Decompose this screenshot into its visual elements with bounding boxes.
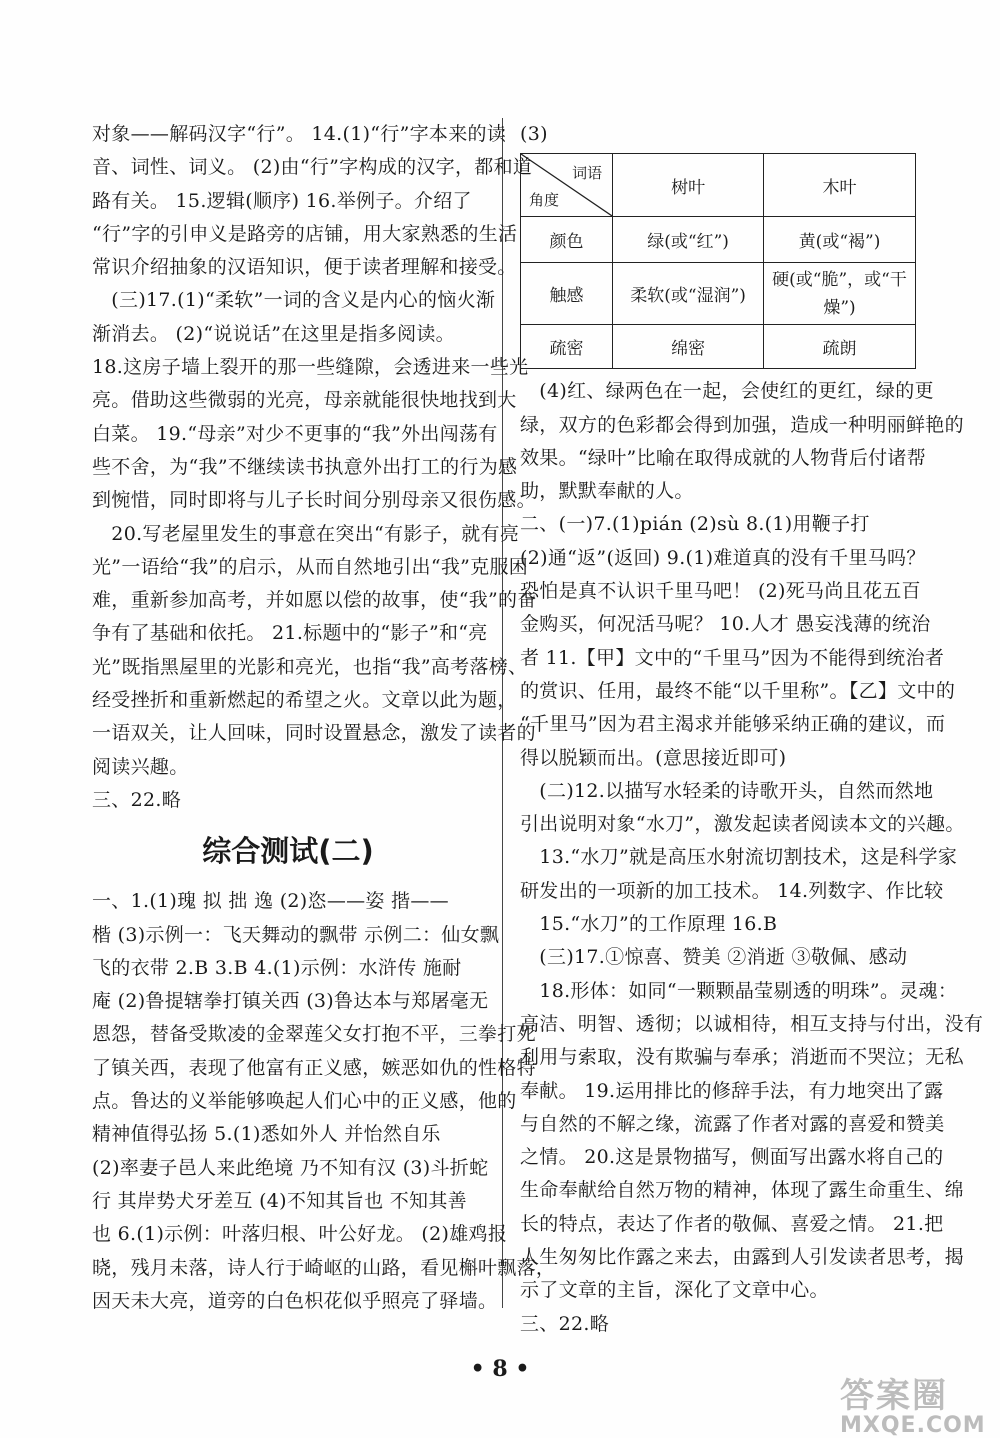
comparison-table <box>520 153 916 369</box>
text-line: 晓，残月未落，诗人行于崎岖的山路，看见槲叶飘落， <box>92 1256 556 1279</box>
row-label: 触感 <box>521 263 613 325</box>
text-line: 亮。借助这些微弱的光亮，母亲就能很快地找到大 <box>92 389 517 412</box>
text-line: 金购买，何况活马呢？ 10.人才 愚妄浅薄的统治 <box>520 613 931 636</box>
table-cell: 疏朗 <box>764 325 916 369</box>
text-line: 三、22.略 <box>520 1312 610 1335</box>
text-line: 13.“水刀”就是高压水射流切割技术，这是科学家 <box>520 846 958 869</box>
column-header: 树叶 <box>613 154 764 217</box>
text-line: 恐怕是真不认识千里马吧！ (2)死马尚且花五百 <box>520 580 921 603</box>
section-title: 综合测试(二) <box>202 834 374 869</box>
page-number: • 8 • <box>470 1356 530 1382</box>
right-answers <box>520 375 984 1341</box>
text-line: 助，默默奉献的人。 <box>520 480 694 503</box>
text-line: 精神值得弘扬 5.(1)悉如外人 并怡然自乐 <box>92 1123 441 1146</box>
text-line: 对象——解码汉字“行”。 14.(1)“行”字本来的读 <box>92 123 507 145</box>
text-line: 光”一语给“我”的启示，从而自然地引出“我”克服困 <box>92 555 529 578</box>
text-line: 18.这房子墙上裂开的那一些缝隙，会透进来一些光 <box>92 356 529 379</box>
header-left-label: 角度 <box>529 191 560 210</box>
header-top-label: 词语 <box>572 164 603 183</box>
text-line: (三)17.①惊喜、赞美 ②消逝 ③敬佩、感动 <box>520 946 908 969</box>
text-line: 到惋惜，同时即将与儿子长时间分别母亲又很伤感。 <box>92 489 536 512</box>
text-line: 路有关。 15.逻辑(顺序) 16.举例子。介绍了 <box>92 189 472 212</box>
text-line: (三)17.(1)“柔软”一词的含义是内心的恼火渐 <box>92 289 496 312</box>
text-line: 示了文章的主旨，深化了文章中心。 <box>520 1279 829 1302</box>
text-line: 之情。 20.这是景物描写，侧面写出露水将自己的 <box>520 1146 944 1169</box>
text-line: (2)率妻子邑人来此绝境 乃不知有汉 (3)斗折蛇 <box>92 1156 489 1179</box>
text-line: 研发出的一项新的加工技术。 14.列数字、作比较 <box>520 879 944 902</box>
text-line: 也 6.(1)示例：叶落归根、叶公好龙。 (2)雄鸡报 <box>92 1223 508 1246</box>
text-line: 效果。“绿叶”比喻在取得成就的人物背后付诸帮 <box>520 446 927 469</box>
table-cell: 绵密 <box>613 325 764 369</box>
watermark-text: 答案圈 <box>840 1376 948 1416</box>
text-line: 了镇关西，表现了他富有正义感，嫉恶如仇的性格特 <box>92 1056 536 1079</box>
text-line: 引出说明对象“水刀”，激发起读者阅读本文的兴趣。 <box>520 813 965 836</box>
text-line: 绿，双方的色彩都会得到加强，造成一种明丽鲜艳的 <box>520 413 964 436</box>
text-line: 15.“水刀”的工作原理 16.B <box>520 913 778 936</box>
text-line: (4)红、绿两色在一起，会使红的更红，绿的更 <box>520 380 934 403</box>
text-line: 高洁、明智、透彻；以诚相待，相互支持与付出，没有 <box>520 1012 984 1035</box>
text-line: 音、词性、词义。 (2)由“行”字构成的汉字，都和道 <box>92 156 533 179</box>
column-divider <box>502 118 503 1308</box>
table-diagonal-header <box>521 154 613 217</box>
text-line: 一语双关，让人回味，同时设置悬念，激发了读者的 <box>92 722 536 745</box>
text-line: 阅读兴趣。 <box>92 755 189 778</box>
text-line: 20.写老屋里发生的事意在突出“有影子，就有亮 <box>92 522 520 545</box>
table-label: (3) <box>520 123 548 145</box>
table-header-row <box>521 154 916 217</box>
text-line: 得以脱颖而出。(意思接近即可) <box>520 746 787 769</box>
text-line: (二)12.以描写水轻柔的诗歌开头，自然而然地 <box>520 779 934 802</box>
text-line: 难，重新参加高考，并如愿以偿的故事，使“我”的奋 <box>92 589 537 612</box>
table-row <box>521 217 916 263</box>
table-cell: 黄(或“褐”) <box>764 217 916 263</box>
text-line: 行 其岸势犬牙差互 (4)不知其旨也 不知其善 <box>92 1189 467 1212</box>
text-line: 因天未大亮，道旁的白色枳花似乎照亮了驿墙。 <box>92 1289 498 1312</box>
text-line: 人生匆匆比作露之来去，由露到人引发读者思考，揭 <box>520 1246 964 1269</box>
text-line: (2)通“返”(返回) 9.(1)难道真的没有千里马吗？ <box>520 546 926 569</box>
text-line: 白菜。 19.“母亲”对少不更事的“我”外出闯荡有 <box>92 422 498 445</box>
text-line: 18.形体：如同“一颗颗晶莹剔透的明珠”。灵魂： <box>520 979 958 1002</box>
column-header: 木叶 <box>764 154 916 217</box>
row-label: 疏密 <box>521 325 613 369</box>
text-line: 光”既指黑屋里的光影和亮光，也指“我”高考落榜、 <box>92 655 528 678</box>
text-line: 庵 (2)鲁提辖拳打镇关西 (3)鲁达本与郑屠毫无 <box>92 990 489 1013</box>
text-line: 常识介绍抽象的汉语知识，便于读者理解和接受。 <box>92 256 517 279</box>
text-line: 楷 (3)示例一：飞天舞动的飘带 示例二：仙女飘 <box>92 923 500 946</box>
text-line: 些不舍，为“我”不继续读书执意外出打工的行为感 <box>92 455 518 478</box>
table-cell: 柔软(或“湿润”) <box>613 263 764 325</box>
text-line: 二、(一)7.(1)pián (2)sù 8.(1)用鞭子打 <box>520 513 870 536</box>
text-line: 与自然的不解之缘，流露了作者对露的喜爱和赞美 <box>520 1112 945 1135</box>
text-line: 长的特点，表达了作者的敬佩、喜爱之情。 21.把 <box>520 1212 944 1235</box>
text-line: “千里马”因为君主渴求并能够采纳正确的建议，而 <box>520 713 946 736</box>
text-line: 争有了基础和依托。 21.标题中的“影子”和“亮 <box>92 622 488 645</box>
text-line: 者 11.【甲】文中的“千里马”因为不能得到统治者 <box>520 646 945 669</box>
table-cell: 硬(或“脆”，或“干燥”) <box>764 263 916 325</box>
text-line: 生命奉献给自然万物的精神，体现了露生命重生、绵 <box>520 1179 964 1202</box>
text-line: 奉献。 19.运用排比的修辞手法，有力地突出了露 <box>520 1079 944 1102</box>
text-line: 恩怨，替备受欺凌的金翠莲父女打抱不平，三拳打死 <box>92 1023 536 1046</box>
text-line: 飞的衣带 2.B 3.B 4.(1)示例：水浒传 施耐 <box>92 956 462 979</box>
text-line: 利用与索取，没有欺骗与奉承；消逝而不哭泣；无私 <box>520 1046 964 1069</box>
text-line: 经受挫折和重新燃起的希望之火。文章以此为题， <box>92 689 517 712</box>
text-line: 渐消去。 (2)“说说话”在这里是指多阅读。 <box>92 322 455 345</box>
text-line: “行”字的引申义是路旁的店铺，用大家熟悉的生活 <box>92 222 518 245</box>
text-line: 一、1.(1)瑰 拟 拙 逸 (2)恣——姿 揩—— <box>92 890 449 913</box>
left-answers-top <box>92 118 537 817</box>
watermark-domain: MXQE.COM <box>840 1413 986 1438</box>
row-label: 颜色 <box>521 217 613 263</box>
text-line: 的赏识、任用，最终不能“以千里称”。【乙】文中的 <box>520 679 956 702</box>
table-row <box>521 263 916 325</box>
text-line: 点。鲁达的义举能够唤起人们心中的正义感，他的 <box>92 1090 517 1113</box>
table-row <box>521 325 916 369</box>
text-line: 三、22.略 <box>92 788 182 811</box>
watermark-logo <box>840 1368 986 1438</box>
right-column <box>520 118 984 1341</box>
left-answers-bottom <box>92 885 556 1318</box>
table-cell: 绿(或“红”) <box>613 217 764 263</box>
